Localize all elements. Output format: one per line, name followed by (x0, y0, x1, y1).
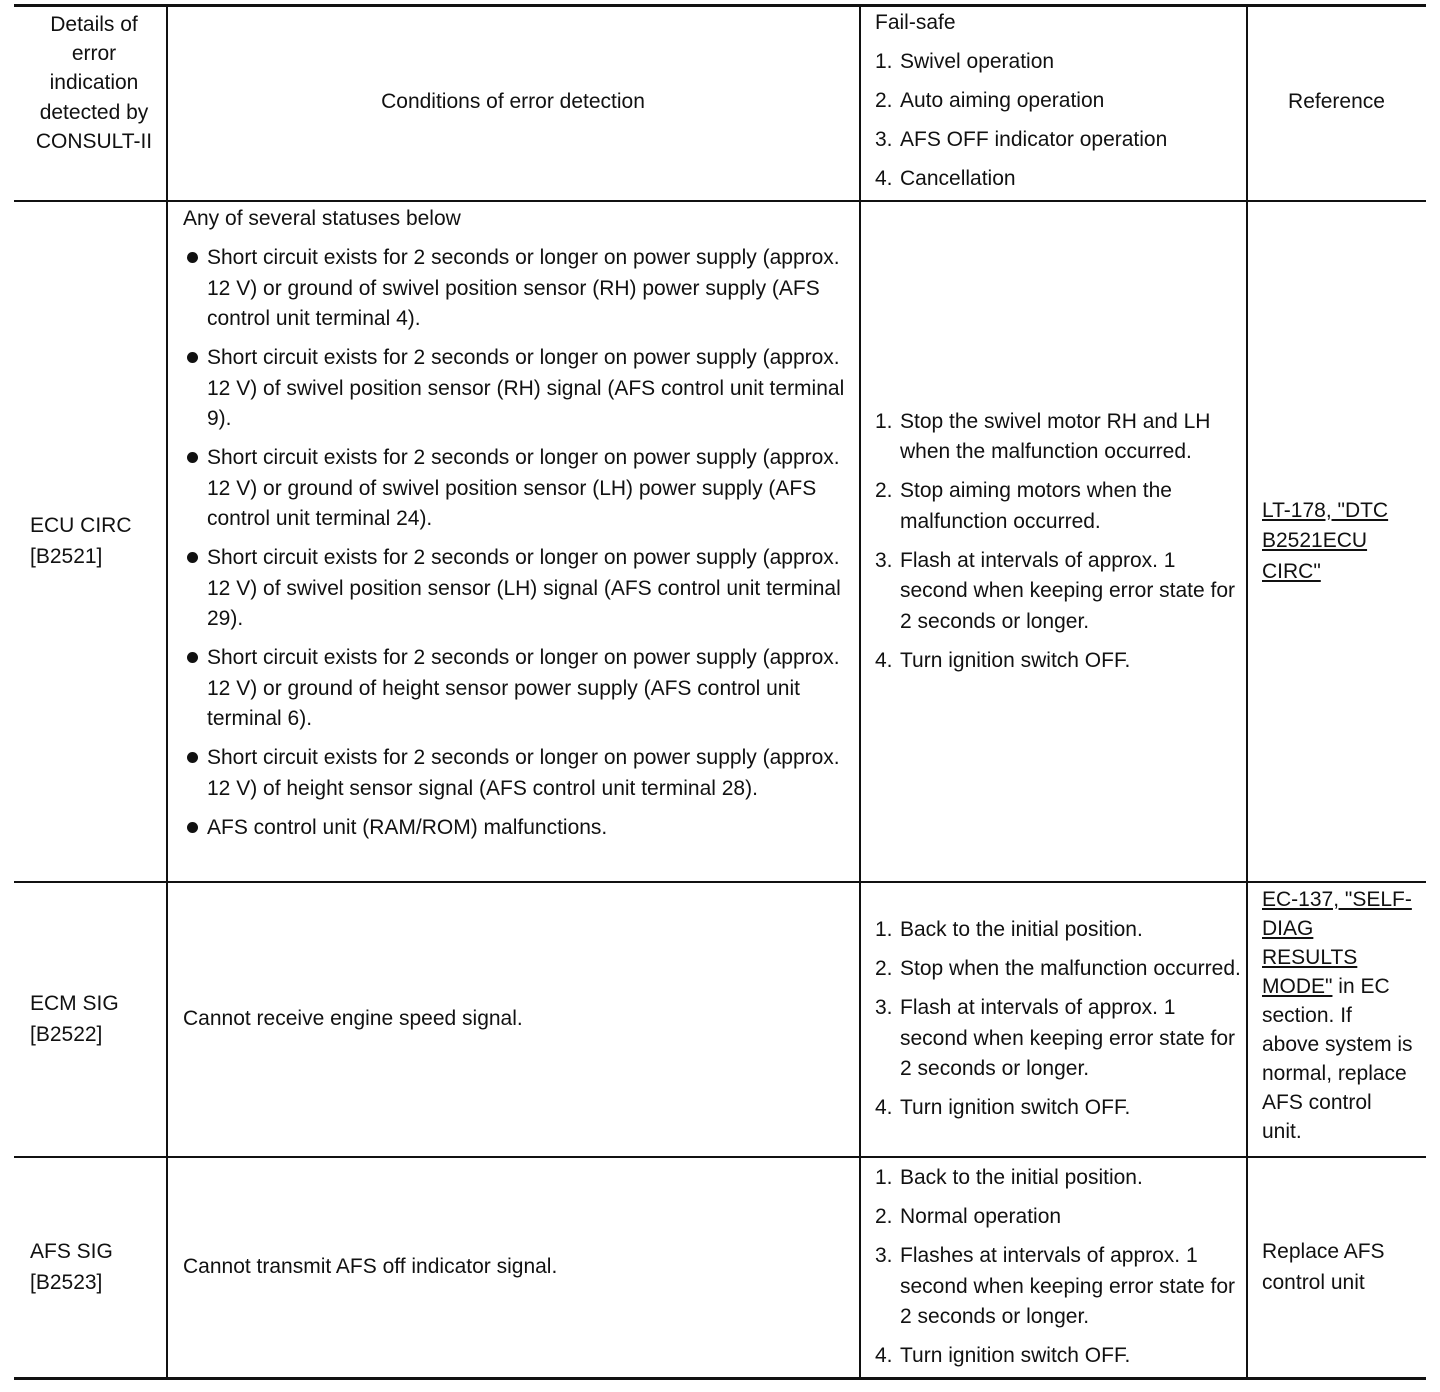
error-code: AFS SIG [B2523] (30, 1240, 113, 1294)
header-conditions-cell (167, 4, 859, 200)
dtc-table (14, 4, 1426, 1380)
row-code-cell (30, 202, 166, 881)
row-failsafe-cell (875, 883, 1241, 1156)
header-reference-cell (1247, 4, 1426, 200)
list-item: Short circuit exists for 2 seconds or longer on power supply (approx. 12 V) or ground of swivel position sensor (LH) power supply (AFS control unit terminal 24). (183, 443, 851, 535)
list-item: 4. Turn ignition switch OFF. (875, 648, 1131, 672)
bullet-icon (183, 813, 207, 844)
row-conditions-cell (183, 883, 851, 1156)
error-code: ECM SIG [B2522] (30, 992, 119, 1046)
bullet-icon (183, 743, 207, 804)
list-item: AFS control unit (RAM/ROM) malfunctions. (183, 813, 851, 844)
list-item: 3. Flashes at intervals of approx. 1 second when keeping error state for 2 seconds or longer. (875, 1244, 1236, 1329)
row-conditions-cell (183, 204, 851, 843)
row-reference-cell (1262, 1158, 1412, 1377)
header-failsafe-title: Fail-safe (875, 11, 956, 34)
list-item: 3. AFS OFF indicator operation (875, 127, 1168, 151)
list-item: 4. Turn ignition switch OFF. (875, 1096, 1131, 1120)
column-divider (859, 4, 861, 1380)
list-item: 2. Normal operation (875, 1205, 1062, 1229)
list-item: 2. Stop when the malfunction occurred. (875, 957, 1241, 981)
reference-link[interactable]: EC-137, "SELF-DIAG RESULTS MODE" (1262, 888, 1412, 998)
column-divider (166, 4, 168, 1380)
conditions-text: Cannot receive engine speed signal. (183, 1007, 523, 1031)
list-item: Short circuit exists for 2 seconds or longer on power supply (approx. 12 V) of swivel position sensor (LH) signal (AFS control unit terminal 29). (183, 543, 851, 635)
table-bottom-border (14, 1377, 1426, 1380)
header-conditions-label: Conditions of error detection (381, 89, 645, 113)
conditions-intro: Any of several statuses below (183, 207, 461, 230)
bullet-icon (183, 443, 207, 535)
row-reference-cell: EC-137, "SELF-DIAG RESULTS MODE" in EC section. If above system is normal, replace AFS control unit. (1262, 888, 1413, 1143)
header-reference-label: Reference (1288, 89, 1385, 113)
row-failsafe-cell (875, 202, 1241, 881)
bullet-icon (183, 243, 207, 335)
list-item: 1. Swivel operation (875, 49, 1055, 73)
list-item: 2. Stop aiming motors when the malfunction occurred. (875, 479, 1172, 533)
bullet-icon (183, 543, 207, 635)
row-failsafe-cell (875, 1158, 1241, 1377)
bullet-icon (183, 343, 207, 435)
list-item: 3. Flash at intervals of approx. 1 second when keeping error state for 2 seconds or longer. (875, 548, 1236, 633)
reference-link[interactable]: LT-178, "DTC B2521ECU CIRC" (1262, 498, 1389, 583)
list-item: 4. Cancellation (875, 166, 1016, 190)
header-details-cell (22, 10, 166, 156)
list-item: Short circuit exists for 2 seconds or longer on power supply (approx. 12 V) of height sensor signal (AFS control unit terminal 28). (183, 743, 851, 804)
list-item: Short circuit exists for 2 seconds or longer on power supply (approx. 12 V) or ground of height sensor power supply (AFS control unit terminal 6). (183, 643, 851, 735)
row-code-cell (30, 883, 166, 1156)
list-item: 1. Stop the swivel motor RH and LH when the malfunction occurred. (875, 409, 1211, 464)
column-divider (1246, 4, 1248, 1380)
header-failsafe-cell (875, 8, 1245, 194)
reference-text: Replace AFS control unit (1262, 1240, 1385, 1294)
list-item: Short circuit exists for 2 seconds or longer on power supply (approx. 12 V) of swivel position sensor (RH) signal (AFS control unit terminal 9). (183, 343, 851, 435)
bullet-icon (183, 643, 207, 735)
error-code: ECU CIRC [B2521] (30, 514, 132, 568)
list-item: 4. Turn ignition switch OFF. (875, 1344, 1131, 1368)
list-item: 3. Flash at intervals of approx. 1 second when keeping error state for 2 seconds or longer. (875, 996, 1236, 1081)
row-code-cell (30, 1158, 166, 1377)
header-details-label: Details of error indication detected by CONSULT-II (35, 13, 153, 153)
row-reference-cell (1262, 202, 1422, 881)
list-item: 1. Back to the initial position. (875, 918, 1143, 942)
conditions-text: Cannot transmit AFS off indicator signal. (183, 1255, 558, 1279)
list-item: Short circuit exists for 2 seconds or longer on power supply (approx. 12 V) or ground of swivel position sensor (RH) power supply (AFS control unit terminal 4). (183, 243, 851, 335)
row-conditions-cell (183, 1158, 851, 1377)
list-item: 2. Auto aiming operation (875, 88, 1105, 112)
list-item: 1. Back to the initial position. (875, 1166, 1143, 1190)
